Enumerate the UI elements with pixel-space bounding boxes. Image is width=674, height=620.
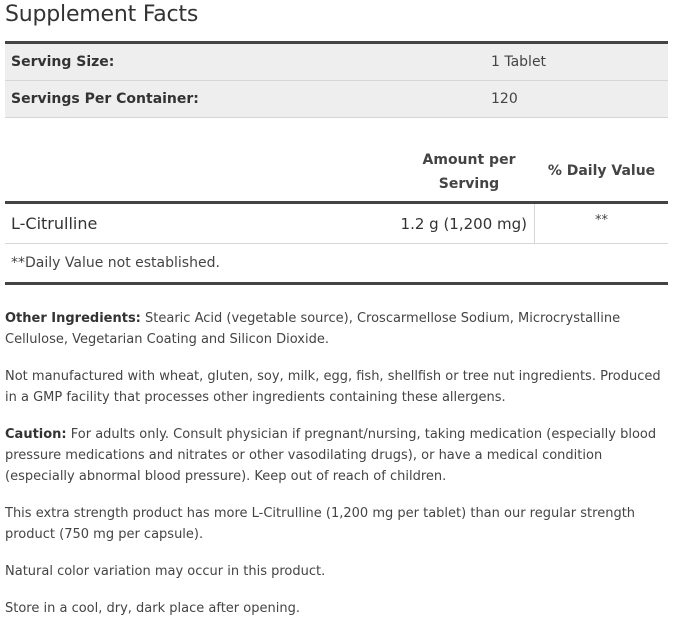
- caution-text: For adults only. Consult physician if pregnant/nursing, taking medication (especially blood pressure medications and nitrates or other vasodilating drugs), or have a medical condition (especially abnormal blood pressure). Keep out of reach of children.: [5, 427, 657, 484]
- servings-per-container-value: 120: [491, 91, 518, 107]
- serving-size-value: 1 Tablet: [491, 54, 547, 70]
- footnote: **Daily Value not established.: [11, 255, 220, 271]
- servings-per-container-label: Servings Per Container:: [11, 91, 199, 107]
- storage-instructions: Store in a cool, dry, dark place after opening.: [5, 601, 300, 616]
- column-headers: [5, 150, 668, 202]
- other-ingredients: [5, 308, 670, 350]
- nutrient-amount: 1.2 g (1,200 mg): [395, 204, 535, 244]
- daily-value-header: % Daily Value: [547, 163, 656, 179]
- other-ingredients-text: Stearic Acid (vegetable source), Croscarmellose Sodium, Microcrystalline Cellulose, Vegetarian Coating and Silicon Dioxide.: [5, 311, 621, 347]
- serving-size-label: Serving Size:: [11, 54, 115, 70]
- nutrient-table: [5, 201, 668, 285]
- nutrient-row: [5, 204, 668, 244]
- caution-label: Caution:: [5, 427, 67, 442]
- nutrient-daily-value: **: [595, 213, 608, 228]
- nutrient-name: L-Citrulline: [11, 214, 98, 233]
- page-title: Supplement Facts: [5, 2, 199, 27]
- bottom-divider: [5, 282, 668, 285]
- strength-statement: This extra strength product has more L-Citrulline (1,200 mg per tablet) than our regular strength product (750 mg per capsule).: [5, 506, 636, 542]
- allergen-statement: Not manufactured with wheat, gluten, soy, milk, egg, fish, shellfish or tree nut ingredients. Produced in a GMP facility that processes other ingredients containing these allergens.: [5, 369, 661, 405]
- servings-per-container-row: [5, 81, 668, 118]
- serving-size-row: [5, 44, 668, 81]
- other-ingredients-label: Other Ingredients:: [5, 311, 141, 326]
- caution-statement: [5, 424, 670, 487]
- serving-info-table: [5, 41, 668, 118]
- color-variation-note: Natural color variation may occur in this product.: [5, 564, 326, 579]
- amount-per-serving-header: Amount per Serving: [422, 152, 516, 192]
